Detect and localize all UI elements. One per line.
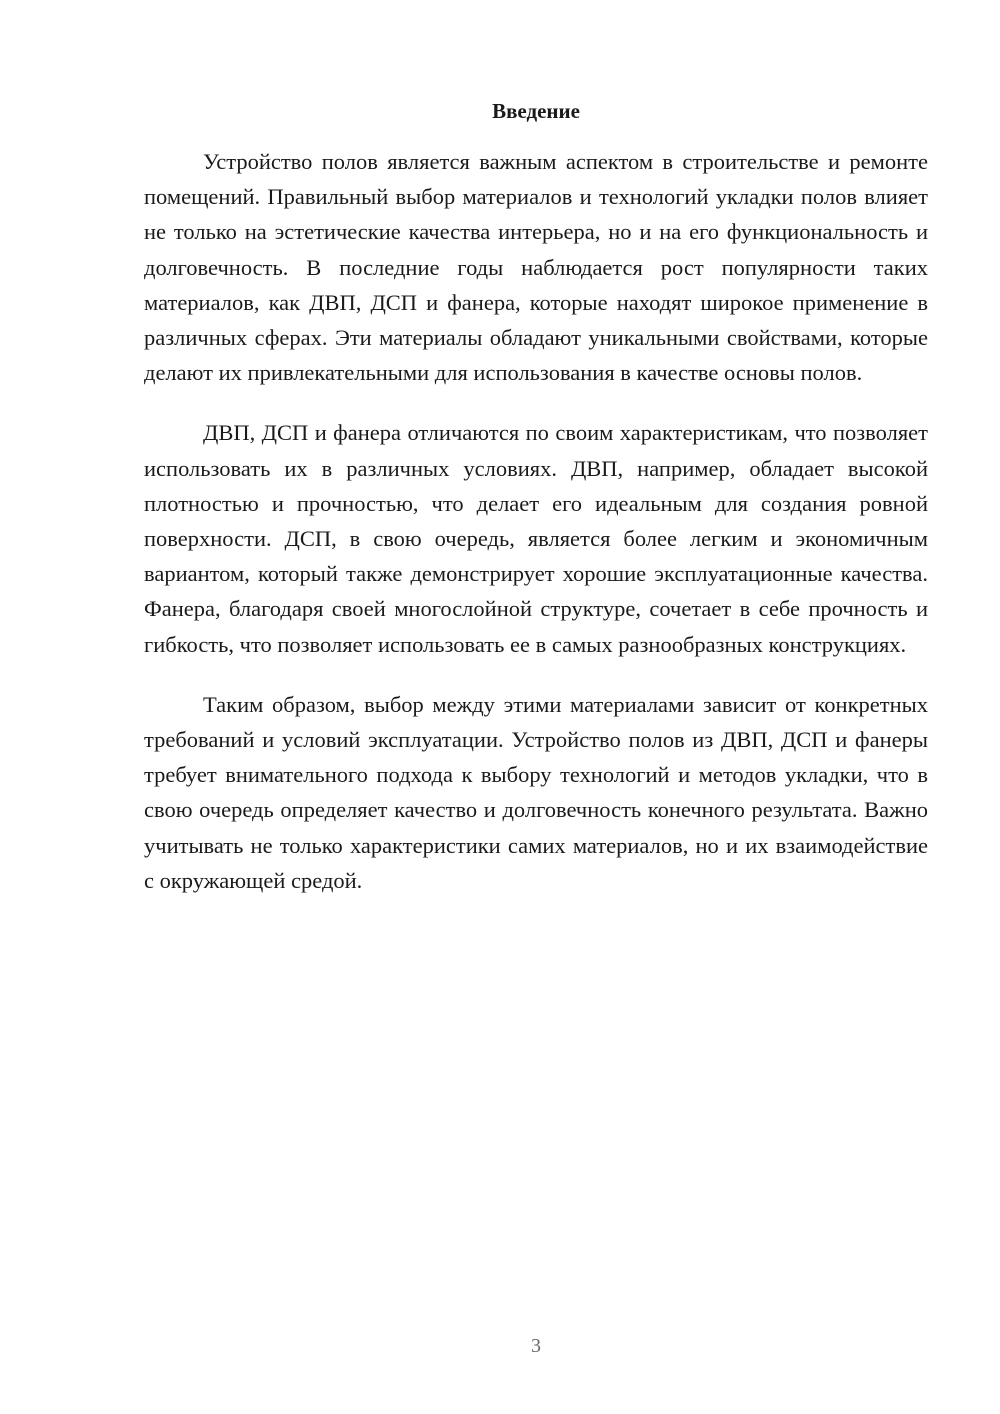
page-title: Введение [492,99,580,123]
paragraph-intro: Устройство полов является важным аспектом в строительстве и ремонте помещений. Правильный выбор материалов и технологий укладки полов влияет не только на эстетические качества интерьера, но и на его функциональность и долговечность. В последние годы наблюдается рост популярности таких материалов, как ДВП, ДСП и фанера, которые находят широкое применение в различных сферах. Эти материалы обладают уникальными свойствами, которые делают их привлекательными для использования в качестве основы полов. [144,149,928,386]
page-number: 3 [531,1335,541,1357]
paragraph-conclusion: Таким образом, выбор между этими материалами зависит от конкретных требований и условий эксплуатации. Устройство полов из ДВП, ДСП и фанеры требует внимательного подхода к выбору технологий и методов укладки, что в свою очередь определяет качество и долговечность конечного результата. Важно учитывать не только характеристики самих материалов, но и их взаимодействие с окружающей средой. [144,691,928,893]
paragraph-materials: ДВП, ДСП и фанера отличаются по своим характеристикам, что позволяет использовать их в различных условиях. ДВП, например, обладает высокой плотностью и прочностью, что делает его идеальным для создания ровной поверхности. ДСП, в свою очередь, является более легким и экономичным вариантом, который также демонстрирует хорошие эксплуатационные качества. Фанера, благодаря своей многослойной структуре, сочетает в себе прочность и гибкость, что позволяет использовать ее в самых разнообразных конструкциях. [144,420,928,657]
document-body [144,144,928,923]
